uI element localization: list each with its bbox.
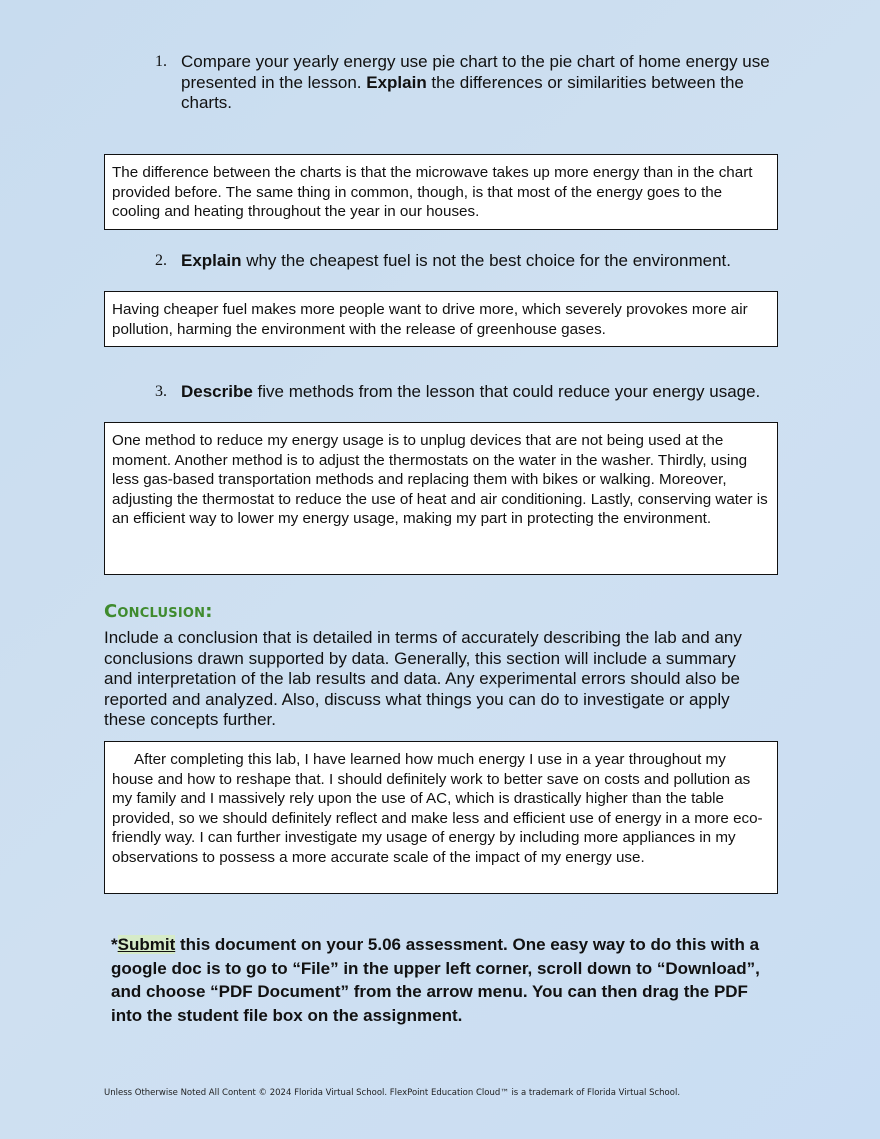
answer-box-3[interactable] [104, 422, 778, 575]
question-text: Compare your yearly energy use pie chart to the pie chart of home energy use presented in the lesson. Explain the differences or similarities between the charts. [181, 52, 770, 112]
question-text: Describe five methods from the lesson that could reduce your energy usage. [181, 382, 761, 401]
question-text: Explain why the cheapest fuel is not the best choice for the environment. [181, 251, 731, 270]
answer-text: Having cheaper fuel makes more people want to drive more, which severely provokes more air pollution, harming the environment with the release of greenhouse gases. [112, 301, 748, 338]
question-2 [155, 251, 775, 272]
submit-instructions: *Submit this document on your 5.06 assessment. One easy way to do this with a google doc is to go to “File” in the upper left corner, scroll down to “Download”, and choose “PDF Document” from the arrow menu. You can then drag the PDF into the student file box on the assignment. [111, 935, 760, 1025]
answer-box-2[interactable] [104, 291, 778, 347]
copyright-footer: Unless Otherwise Noted All Content © 2024 Florida Virtual School. FlexPoint Education Cloud™ is a trademark of Florida Virtual School. [104, 1088, 681, 1098]
question-number: 1. [155, 53, 167, 70]
conclusion-instructions: Include a conclusion that is detailed in terms of accurately describing the lab and any conclusions drawn supported by data. Generally, this section will include a summary and interpretation of the lab results and data. Any experimental errors should also be reported and analyzed. Also, discuss what things you can do to investigate or apply these concepts further. [104, 628, 742, 729]
submit-link[interactable]: Submit [117, 935, 176, 954]
answer-text: One method to reduce my energy usage is to unplug devices that are not being used at the moment. Another method is to adjust the thermostats on the water in the washer. Thirdly, using less gas-based transportation methods and replacing them with bikes or walking. Moreover, adjusting the thermostat to reduce the use of heat and air conditioning. Lastly, conserving water is an efficient way to lower my energy usage, making my part in protecting the environment. [112, 432, 768, 527]
conclusion-answer-box[interactable] [104, 741, 778, 894]
conclusion-heading: Conclusion: [104, 601, 213, 622]
question-1 [155, 52, 775, 114]
answer-text: The difference between the charts is that the microwave takes up more energy than in the chart provided before. The same thing in common, though, is that most of the energy goes to the cooling and heating throughout the year in our houses. [112, 164, 753, 220]
question-3 [155, 382, 775, 403]
question-number: 2. [155, 252, 167, 269]
answer-box-1[interactable] [104, 154, 778, 230]
conclusion-answer-text: After completing this lab, I have learned how much energy I use in a year throughout my house and how to reshape that. I should definitely work to better save on costs and pollution as my family and I massively rely upon the use of AC, which is drastically higher than the table provided, so we should definitely reflect and make less and efficient use of energy in a more eco-friendly way. I can further investigate my usage of energy by including more appliances in my observations to possess a more accurate scale of the impact of my energy use. [112, 751, 763, 866]
question-number: 3. [155, 383, 167, 400]
